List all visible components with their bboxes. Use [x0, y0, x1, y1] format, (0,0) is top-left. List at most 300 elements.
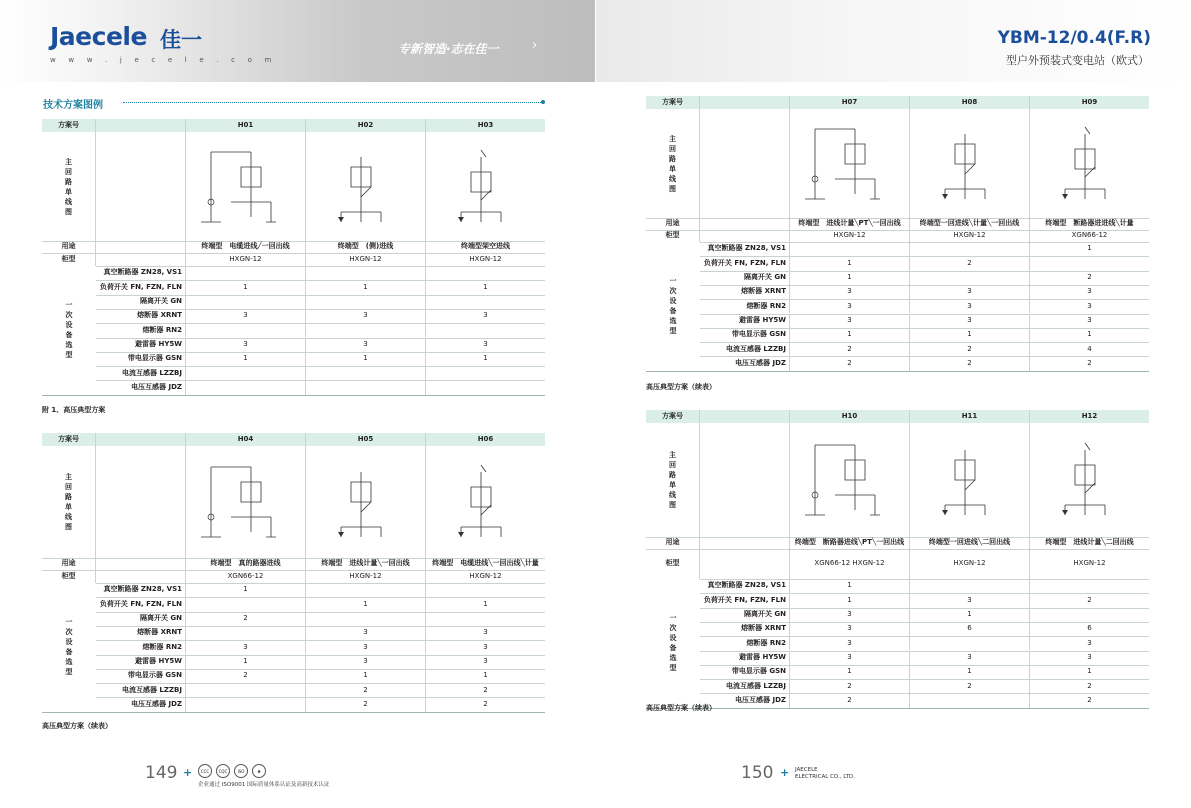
equipment-qty: 2: [910, 679, 1030, 693]
primary-equipment-label: [646, 579, 700, 708]
equipment-qty: 3: [790, 651, 910, 665]
brand-logo: Jaecele: [50, 22, 147, 51]
cabinet-row: [42, 570, 545, 583]
label-char: 线: [669, 491, 676, 499]
equipment-row: [42, 655, 545, 669]
equipment-qty: [186, 626, 306, 640]
equipment-qty: 3: [186, 309, 306, 323]
plus-icon: +: [780, 766, 790, 779]
cqc-cert-icon: CQC: [216, 764, 230, 778]
table-caption: 高压典型方案（续表）: [42, 722, 112, 730]
blank-cell: [700, 96, 790, 109]
blank-cell: [96, 570, 186, 583]
header-left: [0, 0, 595, 82]
certification-text: 企业通过 ISO9001 国际质量体系认证及高新技术认证: [198, 782, 330, 788]
blank-cell: [96, 253, 186, 266]
scheme-header-row: [42, 119, 545, 132]
equipment-name: 熔断器 RN2: [96, 323, 186, 337]
equipment-name: 避雷器 HY5W: [700, 314, 790, 328]
equipment-row: [42, 323, 545, 337]
cabinet-row: [646, 549, 1149, 579]
equipment-row: [646, 593, 1149, 607]
label-char: 一: [65, 618, 73, 627]
equipment-row: [646, 271, 1149, 285]
label-char: 一: [65, 301, 73, 310]
equipment-row: [646, 651, 1149, 665]
label-char: 单: [669, 164, 676, 173]
equipment-name: 负荷开关 FN, FZN, FLN: [700, 593, 790, 607]
usage-value: 终端型一回进线╲计量╲一回出线: [910, 218, 1030, 230]
equipment-qty: 3: [790, 314, 910, 328]
equipment-qty: [186, 697, 306, 711]
equipment-row: [42, 697, 545, 711]
equipment-qty: [1030, 579, 1149, 593]
blank-cell: [96, 433, 186, 446]
label-char: 备: [669, 644, 677, 653]
cabinet-row: [42, 253, 545, 266]
equipment-qty: 3: [306, 309, 426, 323]
diagram-row: [42, 132, 545, 241]
label-char: 型: [65, 351, 73, 360]
table-caption: 附 1、高压典型方案: [42, 406, 106, 414]
usage-label: 用途: [42, 558, 96, 570]
scheme-id: H11: [910, 410, 1030, 423]
label-char: 单: [65, 503, 72, 511]
label-char: 图: [669, 501, 676, 509]
equipment-qty: 3: [910, 651, 1030, 665]
equipment-row: [42, 309, 545, 323]
equipment-name: 真空断路器 ZN28, VS1: [96, 266, 186, 280]
equipment-qty: 1: [483, 282, 488, 291]
equipment-qty: 1: [910, 608, 1030, 622]
label-char: 选: [669, 654, 677, 663]
usage-value: 终端型 进线计量╲PT╲一回出线: [790, 218, 910, 230]
equipment-qty: [306, 583, 426, 597]
single-line-diagram: [910, 423, 1030, 537]
model-subtitle: 型户外预装式变电站（欧式）: [1006, 54, 1149, 67]
equipment-qty: 1: [1087, 244, 1092, 253]
equipment-qty: 1: [186, 280, 306, 294]
equipment-name: 熔断器 XRNT: [700, 285, 790, 299]
equipment-qty: 2: [306, 697, 426, 711]
equipment-qty: 3: [910, 593, 1030, 607]
equipment-row: [646, 256, 1149, 270]
equipment-qty: 3: [790, 622, 910, 636]
diagram-row: [646, 109, 1149, 218]
usage-label: 用途: [646, 537, 700, 549]
label-char: 备: [65, 648, 73, 657]
blank-cell: [700, 230, 790, 242]
single-line-diagram: [910, 109, 1030, 218]
cabinet-value: XGN66-12 HXGN-12: [790, 549, 910, 579]
equipment-qty: [910, 242, 1030, 256]
cabinet-value: XGN66-12: [186, 570, 306, 583]
circuit-diagram-graphic: [311, 142, 421, 232]
equipment-name: 电流互感器 LZZBJ: [96, 366, 186, 380]
equipment-name: 真空断路器 ZN28, VS1: [96, 583, 186, 597]
equipment-qty: 3: [1087, 652, 1092, 661]
equipment-name: 带电显示器 GSN: [96, 669, 186, 683]
equipment-row: [646, 314, 1149, 328]
equipment-qty: 3: [186, 640, 306, 654]
equipment-qty: 2: [483, 699, 488, 708]
usage-value: 终端型 电缆进线╲一回出线╲计量: [432, 559, 539, 568]
equipment-qty: [186, 380, 306, 394]
equipment-qty: 1: [790, 328, 910, 342]
label-char: 设: [669, 297, 677, 306]
equipment-name: 隔离开关 GN: [96, 295, 186, 309]
equipment-qty: 3: [483, 339, 488, 348]
equipment-qty: 4: [1087, 344, 1092, 353]
equipment-name: 电压互感器 JDZ: [96, 380, 186, 394]
equipment-row: [42, 380, 545, 394]
equipment-row: [646, 342, 1149, 356]
equipment-qty: 1: [306, 352, 426, 366]
ccc-cert-icon: CCC: [198, 764, 212, 778]
circuit-diagram-graphic: [311, 457, 421, 547]
label-char: 线: [669, 174, 676, 183]
scheme-no-label: 方案号: [646, 96, 700, 109]
label-char: 主: [65, 157, 72, 166]
label-char: 回: [669, 461, 676, 469]
equipment-name: 避雷器 HY5W: [96, 655, 186, 669]
section-arrow-icon: [541, 100, 545, 104]
equipment-qty: [306, 295, 426, 309]
equipment-name: 电压互感器 JDZ: [700, 693, 790, 707]
equipment-qty: [426, 380, 545, 394]
equipment-row: [42, 352, 545, 366]
equipment-qty: 2: [306, 683, 426, 697]
equipment-qty: 3: [790, 285, 910, 299]
label-char: 次: [669, 624, 677, 633]
equipment-row: [646, 579, 1149, 593]
label-char: 回: [65, 167, 72, 176]
equipment-qty: 3: [483, 642, 488, 651]
single-line-diagram: [790, 423, 910, 537]
single-line-diagram: [1030, 109, 1149, 218]
equipment-qty: 1: [790, 665, 910, 679]
equipment-row: [42, 640, 545, 654]
scheme-id: H12: [1030, 410, 1149, 423]
equipment-qty: 3: [483, 311, 488, 320]
scheme-id: H09: [1030, 96, 1149, 109]
equipment-qty: 1: [483, 599, 488, 608]
brand-logo-cn: 佳一: [160, 28, 202, 52]
equipment-qty: 1: [483, 354, 488, 363]
scheme-id: H07: [790, 96, 910, 109]
equipment-qty: [426, 266, 545, 280]
blank-cell: [96, 119, 186, 132]
equipment-qty: [426, 323, 545, 337]
equipment-qty: 3: [1087, 315, 1092, 324]
equipment-qty: 3: [790, 636, 910, 650]
blank-cell: [700, 410, 790, 423]
primary-equipment-label: [646, 242, 700, 371]
equipment-qty: [186, 597, 306, 611]
equipment-name: 带电显示器 GSN: [96, 352, 186, 366]
equipment-qty: 2: [790, 679, 910, 693]
circuit-diagram-graphic: [795, 119, 905, 209]
scheme-header-row: [646, 410, 1149, 423]
equipment-qty: [426, 295, 545, 309]
single-line-diagram: [426, 132, 545, 241]
equipment-qty: 1: [910, 328, 1030, 342]
main-circuit-label: [646, 109, 700, 218]
circuit-diagram-graphic: [795, 435, 905, 525]
usage-value: 终端型 真的路器进线: [186, 558, 306, 570]
company-name-line1: JAECELE: [795, 767, 818, 773]
blank-cell: [96, 446, 186, 558]
equipment-qty: 3: [910, 285, 1030, 299]
label-char: 设: [65, 638, 73, 647]
equipment-row: [646, 299, 1149, 313]
equipment-row: [42, 338, 545, 352]
slogan: 专新智造·志在佳一: [398, 42, 499, 56]
usage-value: 终端型 电缆进线╱一回出线: [186, 241, 306, 253]
header-right: [596, 0, 1191, 82]
main-circuit-label: [646, 423, 700, 537]
blank-cell: [96, 241, 186, 253]
label-char: 备: [65, 331, 73, 340]
equipment-qty: 2: [790, 356, 910, 370]
single-line-diagram: [790, 109, 910, 218]
equipment-qty: 1: [1087, 667, 1092, 676]
scheme-id: H04: [186, 433, 306, 446]
label-char: 路: [669, 471, 676, 479]
label-char: 主: [65, 473, 72, 481]
equipment-qty: [306, 323, 426, 337]
table-bottom-rule: [42, 712, 545, 713]
equipment-qty: [910, 579, 1030, 593]
equipment-qty: 2: [186, 612, 306, 626]
equipment-name: 带电显示器 GSN: [700, 665, 790, 679]
cabinet-value: HXGN-12: [186, 253, 306, 266]
chevron-right-icon: ›: [532, 38, 538, 53]
usage-value: 终端型一回进线╲二回出线: [910, 537, 1030, 549]
table-caption: 高压典型方案（续表）: [646, 704, 716, 712]
scheme-header-row: [42, 433, 545, 446]
blank-cell: [700, 109, 790, 218]
label-char: 一: [669, 277, 677, 286]
usage-value: 终端型 断路器进进线╲计量: [1045, 219, 1134, 228]
equipment-qty: [186, 683, 306, 697]
equipment-qty: 2: [910, 256, 1030, 270]
cabinet-value: HXGN-12: [1073, 559, 1106, 568]
label-char: 选: [65, 658, 73, 667]
label-char: 次: [65, 628, 73, 637]
page-number-right: 150: [741, 763, 774, 783]
equipment-qty: 3: [1087, 301, 1092, 310]
equipment-qty: 3: [483, 656, 488, 665]
scheme-id: H10: [790, 410, 910, 423]
equipment-qty: [306, 366, 426, 380]
equipment-qty: 3: [910, 299, 1030, 313]
usage-value: 终端型架空进线: [461, 242, 510, 251]
single-line-diagram: [186, 132, 306, 241]
equipment-row: [42, 366, 545, 380]
label-char: 单: [65, 187, 72, 196]
equipment-qty: 1: [910, 665, 1030, 679]
equipment-qty: [790, 242, 910, 256]
circuit-diagram-graphic: [431, 142, 541, 232]
page-number-left: 149: [145, 763, 178, 783]
equipment-qty: 2: [1087, 695, 1092, 704]
cabinet-value: HXGN-12: [790, 230, 910, 242]
scheme-header-row: [646, 96, 1149, 109]
section-divider: [123, 102, 543, 103]
blank-cell: [96, 558, 186, 570]
label-char: 备: [669, 307, 677, 316]
scheme-id: H08: [910, 96, 1030, 109]
label-char: 图: [65, 207, 72, 216]
equipment-name: 隔离开关 GN: [96, 612, 186, 626]
equipment-qty: 3: [306, 640, 426, 654]
equipment-qty: 2: [186, 669, 306, 683]
equipment-qty: 2: [1087, 358, 1092, 367]
circuit-diagram-graphic: [1035, 119, 1145, 209]
blank-cell: [700, 549, 790, 579]
equipment-qty: [306, 612, 426, 626]
usage-value: 终端型 (侧)进线: [306, 241, 426, 253]
scheme-no-label: 方案号: [42, 119, 96, 132]
equipment-qty: 1: [186, 583, 306, 597]
cabinet-value: HXGN-12: [910, 230, 1030, 242]
label-char: 主: [669, 134, 676, 143]
equipment-qty: 3: [790, 299, 910, 313]
scheme-id: H02: [306, 119, 426, 132]
equipment-name: 电流互感器 LZZBJ: [96, 683, 186, 697]
equipment-qty: 2: [1087, 681, 1092, 690]
primary-equipment-label: [42, 266, 96, 395]
equipment-qty: [186, 266, 306, 280]
equipment-row: [646, 679, 1149, 693]
circuit-diagram-graphic: [191, 142, 301, 232]
equipment-row: [646, 328, 1149, 342]
equipment-qty: [426, 366, 545, 380]
main-circuit-label: [42, 446, 96, 558]
label-char: 单: [669, 481, 676, 489]
company-name-line2: ELECTRICAL CO., LTD.: [795, 774, 855, 780]
equipment-name: 负荷开关 FN, FZN, FLN: [96, 597, 186, 611]
blank-cell: [96, 132, 186, 241]
equipment-row: [646, 665, 1149, 679]
website-text: w w w . j e c e l e . c o m: [50, 56, 277, 64]
equipment-qty: 1: [186, 352, 306, 366]
equipment-qty: 3: [1087, 287, 1092, 296]
equipment-row: [646, 285, 1149, 299]
equipment-qty: 3: [483, 628, 488, 637]
equipment-qty: 3: [790, 608, 910, 622]
leaf-cert-icon: ♣: [252, 764, 266, 778]
label-char: 线: [65, 197, 72, 206]
equipment-row: [42, 669, 545, 683]
label-char: 一: [669, 614, 677, 623]
usage-value: 终端型 进线计量╲二回出线: [1045, 538, 1134, 547]
equipment-qty: 2: [790, 693, 910, 707]
equipment-qty: 1: [790, 593, 910, 607]
table-bottom-rule: [646, 371, 1149, 372]
scheme-no-label: 方案号: [646, 410, 700, 423]
single-line-diagram: [306, 446, 426, 558]
cabinet-label: 柜型: [646, 549, 700, 579]
equipment-name: 负荷开关 FN, FZN, FLN: [700, 256, 790, 270]
equipment-qty: 2: [1087, 273, 1092, 282]
equipment-name: 电压互感器 JDZ: [96, 697, 186, 711]
equipment-qty: 1: [790, 271, 910, 285]
equipment-name: 电流互感器 LZZBJ: [700, 679, 790, 693]
equipment-name: 隔离开关 GN: [700, 608, 790, 622]
label-char: 图: [65, 523, 72, 531]
model-title: YBM-12/0.4(F.R): [997, 28, 1151, 48]
label-char: 回: [65, 483, 72, 491]
equipment-qty: [910, 271, 1030, 285]
equipment-qty: [1030, 256, 1149, 270]
equipment-qty: 1: [483, 671, 488, 680]
equipment-name: 电压互感器 JDZ: [700, 356, 790, 370]
cabinet-row: [646, 230, 1149, 242]
circuit-diagram-graphic: [191, 457, 301, 547]
equipment-qty: 3: [1087, 638, 1092, 647]
cabinet-value: HXGN-12: [306, 253, 426, 266]
label-char: 次: [669, 287, 677, 296]
equipment-row: [42, 683, 545, 697]
equipment-qty: 1: [790, 579, 910, 593]
equipment-row: [42, 266, 545, 280]
equipment-name: 电流互感器 LZZBJ: [700, 342, 790, 356]
single-line-diagram: [426, 446, 545, 558]
label-char: 路: [65, 177, 72, 186]
plus-icon: +: [183, 766, 193, 779]
equipment-name: 熔断器 XRNT: [96, 309, 186, 323]
equipment-row: [646, 608, 1149, 622]
equipment-qty: [186, 295, 306, 309]
label-char: 主: [669, 451, 676, 459]
main-circuit-label: [42, 132, 96, 241]
cabinet-value: XGN66-12: [1071, 231, 1108, 240]
equipment-row: [646, 622, 1149, 636]
equipment-name: 真空断路器 ZN28, VS1: [700, 579, 790, 593]
equipment-name: 熔断器 RN2: [700, 636, 790, 650]
equipment-name: 负荷开关 FN, FZN, FLN: [96, 280, 186, 294]
equipment-name: 熔断器 RN2: [96, 640, 186, 654]
equipment-qty: [186, 323, 306, 337]
equipment-name: 隔离开关 GN: [700, 271, 790, 285]
blank-cell: [700, 218, 790, 230]
label-char: 选: [669, 317, 677, 326]
cabinet-label: 柜型: [42, 253, 96, 266]
circuit-diagram-graphic: [915, 119, 1025, 209]
equipment-qty: [426, 583, 545, 597]
equipment-row: [42, 583, 545, 597]
label-char: 路: [669, 154, 676, 163]
equipment-qty: 3: [306, 655, 426, 669]
equipment-qty: 2: [1087, 595, 1092, 604]
label-char: 路: [65, 493, 72, 501]
circuit-diagram-graphic: [431, 457, 541, 547]
equipment-qty: 2: [483, 685, 488, 694]
equipment-qty: 3: [306, 626, 426, 640]
equipment-name: 避雷器 HY5W: [700, 651, 790, 665]
table-bottom-rule: [42, 395, 545, 396]
equipment-qty: [306, 380, 426, 394]
equipment-row: [42, 626, 545, 640]
scheme-id: H06: [426, 433, 545, 446]
usage-value: 终端型 进线计量╲一回出线: [306, 558, 426, 570]
label-char: 图: [669, 184, 676, 193]
label-char: 次: [65, 311, 73, 320]
cabinet-value: HXGN-12: [910, 549, 1030, 579]
usage-row: [42, 558, 545, 570]
